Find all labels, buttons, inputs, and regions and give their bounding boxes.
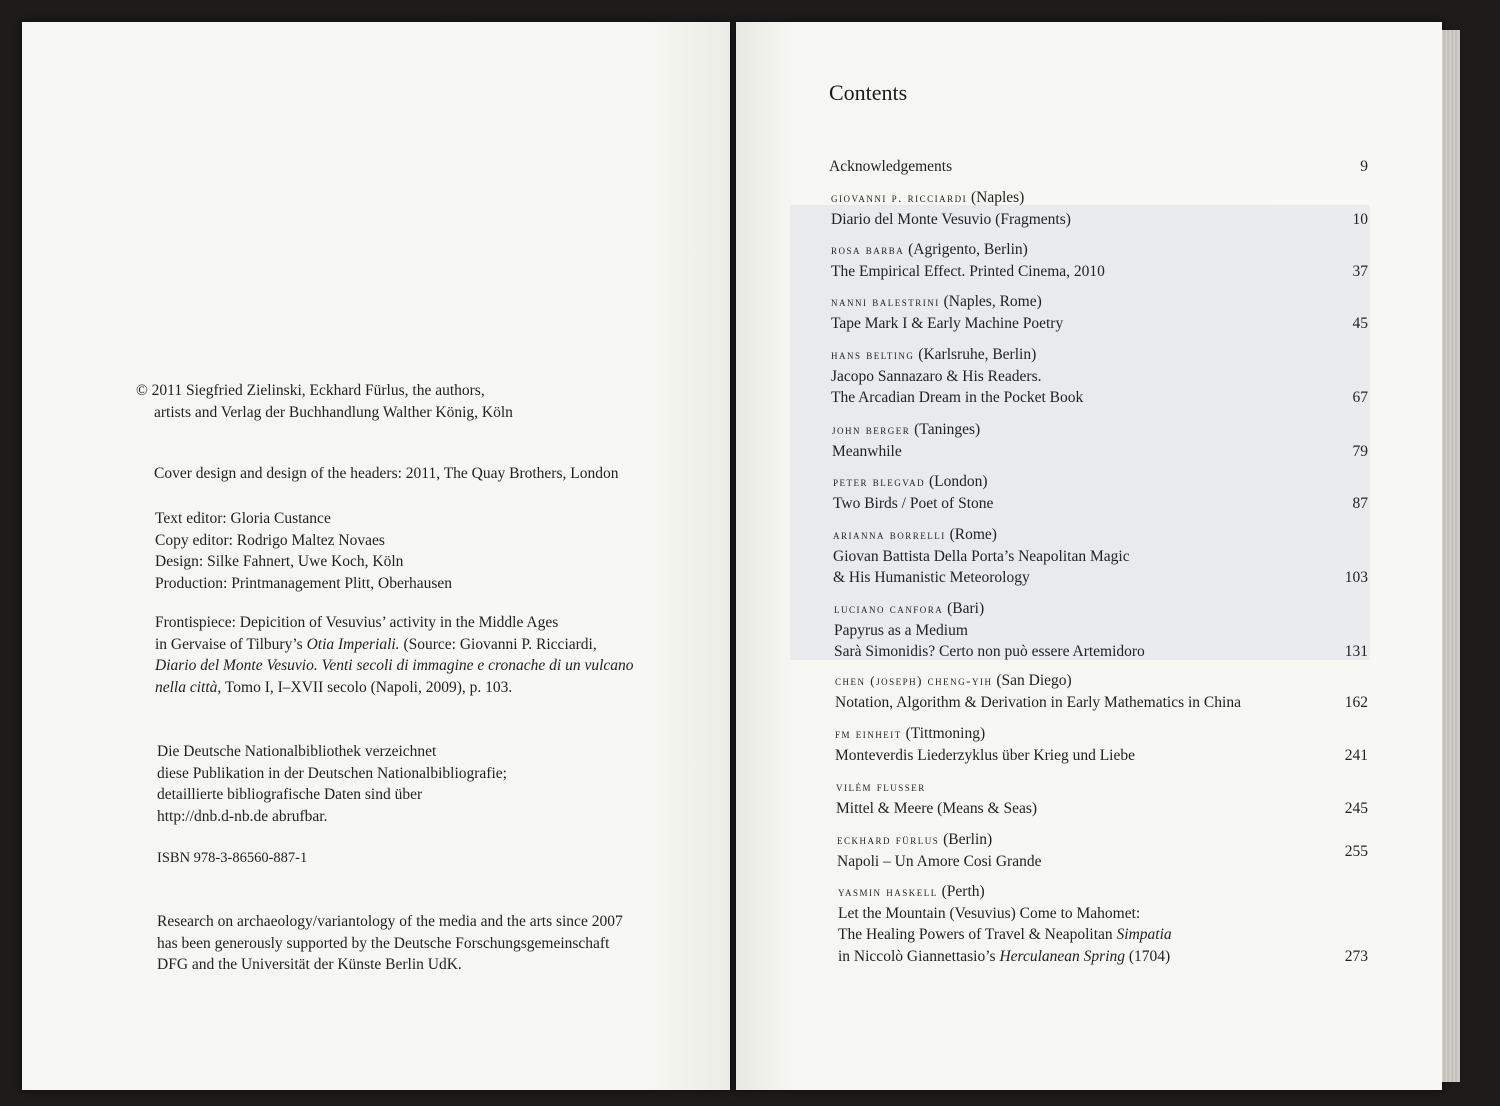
toc-entry [836, 776, 1368, 819]
research-block [157, 911, 623, 976]
toc-page-number: 79 [1352, 442, 1368, 460]
toc-author-line [833, 471, 1368, 493]
toc-entry [831, 344, 1368, 409]
toc-location: (Perth) [937, 883, 985, 900]
dnb-line-2: diese Publikation in der Deutschen Nationalbibliografie; [157, 764, 507, 782]
toc-author-line [834, 598, 1368, 620]
toc-page-number: 9 [1360, 158, 1368, 175]
toc-location: (Agrigento, Berlin) [904, 241, 1028, 258]
toc-page-number: 103 [1344, 569, 1368, 586]
toc-entry [838, 881, 1368, 967]
dnb-block [157, 741, 507, 827]
toc-title: Napoli – Un Amore Cosi Grande [837, 852, 1042, 870]
toc-author: nanni balestrini [831, 294, 940, 309]
toc-location: (London) [925, 473, 988, 490]
toc-title: Two Birds / Poet of Stone [833, 494, 994, 512]
credit-production: Production: Printmanagement Plitt, Oberhausen [155, 574, 453, 592]
toc-location: (San Diego) [992, 672, 1072, 689]
fp-l2-suffix: (Source: Giovanni P. Ricciardi, [399, 635, 597, 653]
toc-page-number: 273 [1344, 947, 1368, 965]
toc-author-line [837, 829, 1368, 851]
toc-entry [831, 291, 1368, 334]
dnb-line-3: detaillierte bibliografische Daten sind über [157, 786, 423, 803]
toc-author: hans belting [831, 347, 915, 362]
contents-heading: Contents [829, 80, 908, 105]
toc-page-number: 241 [1344, 746, 1368, 764]
copyright-line-2: artists and Verlag der Buchhandlung Walther König, Köln [154, 403, 513, 421]
toc-title-part: in Niccolò Giannettasio’s [838, 947, 1000, 965]
toc-page-number: 10 [1352, 210, 1368, 228]
toc-location: (Taninges) [910, 421, 981, 438]
toc-author-line [835, 670, 1368, 692]
toc-author-line [831, 291, 1368, 313]
toc-title: Acknowledgements [829, 158, 953, 175]
fp-l3-italic: Diario del Monte Vesuvio. Venti secoli di immagine e cronache di un vulcano [155, 657, 634, 674]
frontispiece-line-3 [155, 655, 634, 677]
isbn [157, 848, 307, 870]
toc-title: Notation, Algorithm & Derivation in Early Mathematics in China [835, 693, 1241, 711]
toc-title-part: The Healing Powers of Travel & Neapolitan [838, 926, 1117, 943]
toc-location: (Naples, Rome) [939, 293, 1042, 310]
credit-design: Design: Silke Fahnert, Uwe Koch, Köln [155, 553, 404, 570]
toc-page-number: 131 [1344, 643, 1368, 660]
toc-author: vilém flusser [836, 779, 926, 794]
toc-entry [835, 670, 1368, 713]
toc-page-number: 45 [1352, 314, 1368, 332]
cover-design [154, 463, 618, 485]
toc-entry [829, 156, 1368, 178]
toc-title-italic: Simpatia [1116, 926, 1172, 943]
dnb-line-4: http://dnb.d-nb.de abrufbar. [157, 807, 328, 825]
toc-location: (Naples) [967, 189, 1025, 206]
dnb-line-1: Die Deutsche Nationalbibliothek verzeichnet [157, 743, 437, 760]
page-edge [1442, 30, 1460, 1082]
toc-page-number: 67 [1352, 389, 1368, 406]
frontispiece-line-2 [155, 634, 634, 656]
toc-entry [835, 723, 1368, 766]
toc-author-line [836, 776, 1368, 798]
toc-entry [833, 471, 1368, 514]
toc-entry [831, 187, 1368, 230]
toc-title: The Arcadian Dream in the Pocket Book [831, 389, 1084, 406]
toc-title: Tape Mark I & Early Machine Poetry [831, 314, 1064, 332]
copyright-line-1: © 2011 Siegfried Zielinski, Eckhard Fürlus, the authors, [136, 382, 485, 399]
toc-author-line [835, 723, 1368, 745]
toc-author: eckhard fürlus [837, 832, 940, 847]
frontispiece-line-4 [155, 677, 634, 699]
toc-location: (Bari) [943, 600, 985, 617]
frontispiece-line-1: Frontispiece: Depicition of Vesuvius’ activity in the Middle Ages [155, 614, 559, 631]
research-line-3: DFG and the Universität der Künste Berlin UdK. [157, 956, 462, 973]
toc-title-italic: Herculanean Spring [999, 947, 1125, 965]
toc-location: (Berlin) [939, 831, 993, 848]
toc-title: Giovan Battista Della Porta’s Neapolitan Magic [833, 547, 1130, 565]
cover-design-text: Cover design and design of the headers: 2011, The Quay Brothers, London [154, 465, 619, 482]
isbn-text: ISBN 978-3-86560-887-1 [157, 850, 308, 866]
fp-l4-suffix: Tomo I, I–XVII secolo (Napoli, 2009), p. 103. [221, 678, 513, 696]
toc-title: Let the Mountain (Vesuvius) Come to Mahomet: [838, 904, 1141, 922]
toc-page-number: 162 [1344, 693, 1368, 711]
toc-author: giovanni p. ricciardi [831, 190, 968, 205]
toc-location: (Karlsruhe, Berlin) [914, 346, 1037, 363]
toc-page-number: 87 [1352, 494, 1368, 512]
toc-author-line [831, 187, 1368, 209]
toc-page-number: 37 [1352, 262, 1368, 280]
toc-author-line [833, 524, 1368, 546]
toc-title: Mittel & Meere (Means & Seas) [836, 799, 1038, 817]
toc-title: Diario del Monte Vesuvio (Fragments) [831, 210, 1071, 228]
frontispiece-block [155, 612, 634, 698]
toc-author-line [838, 881, 1368, 903]
toc-author: fm einheit [835, 726, 902, 741]
fp-l2-italic: Otia Imperiali. [306, 635, 400, 653]
toc-title: Jacopo Sannazaro & His Readers. [831, 367, 1042, 385]
toc-location: (Rome) [945, 526, 997, 543]
copyright-block [136, 380, 513, 423]
toc-author-line [831, 344, 1368, 366]
toc-entry [833, 524, 1368, 589]
toc-title: Monteverdis Liederzyklus über Krieg und Liebe [835, 746, 1136, 764]
toc-title [838, 924, 1368, 946]
toc-entry [837, 829, 1368, 872]
toc-author: peter blegvad [833, 474, 926, 489]
toc-author: arianna borrelli [833, 527, 946, 542]
credits-block [155, 508, 452, 594]
toc-entry [832, 419, 1368, 462]
toc-location: (Tittmoning) [901, 725, 986, 742]
toc-author-line [831, 239, 1368, 261]
fp-l2-prefix: in Gervaise of Tilbury’s [155, 635, 307, 653]
toc-title: Papyrus as a Medium [834, 621, 968, 639]
research-line-1: Research on archaeology/variantology of the media and the arts since 2007 [157, 913, 623, 930]
toc-entry [831, 239, 1368, 282]
toc-author: yasmin haskell [838, 884, 938, 899]
fp-l4-italic: nella città, [155, 678, 222, 696]
credit-copy-editor: Copy editor: Rodrigo Maltez Novaes [155, 531, 385, 549]
research-line-2: has been generously supported by the Deutsche Forschungsgemeinschaft [157, 934, 610, 952]
toc-author: chen (joseph) cheng-yih [835, 673, 993, 688]
toc-title: Sarà Simonidis? Certo non può essere Artemidoro [834, 643, 1145, 660]
credit-text-editor: Text editor: Gloria Custance [155, 510, 331, 527]
toc-title: Meanwhile [832, 442, 902, 460]
toc-author-line [832, 419, 1368, 441]
toc-title: The Empirical Effect. Printed Cinema, 2010 [831, 262, 1105, 280]
toc-page-number: 255 [1344, 842, 1368, 860]
toc-title-part: (1704) [1125, 947, 1171, 965]
toc-page-number: 245 [1344, 799, 1368, 817]
toc-title [838, 946, 1368, 968]
toc-entry [834, 598, 1368, 663]
toc-author: luciano canfora [834, 601, 944, 616]
toc-author: rosa barba [831, 242, 905, 257]
toc-title: & His Humanistic Meteorology [833, 569, 1030, 586]
toc-author: john berger [832, 422, 911, 437]
